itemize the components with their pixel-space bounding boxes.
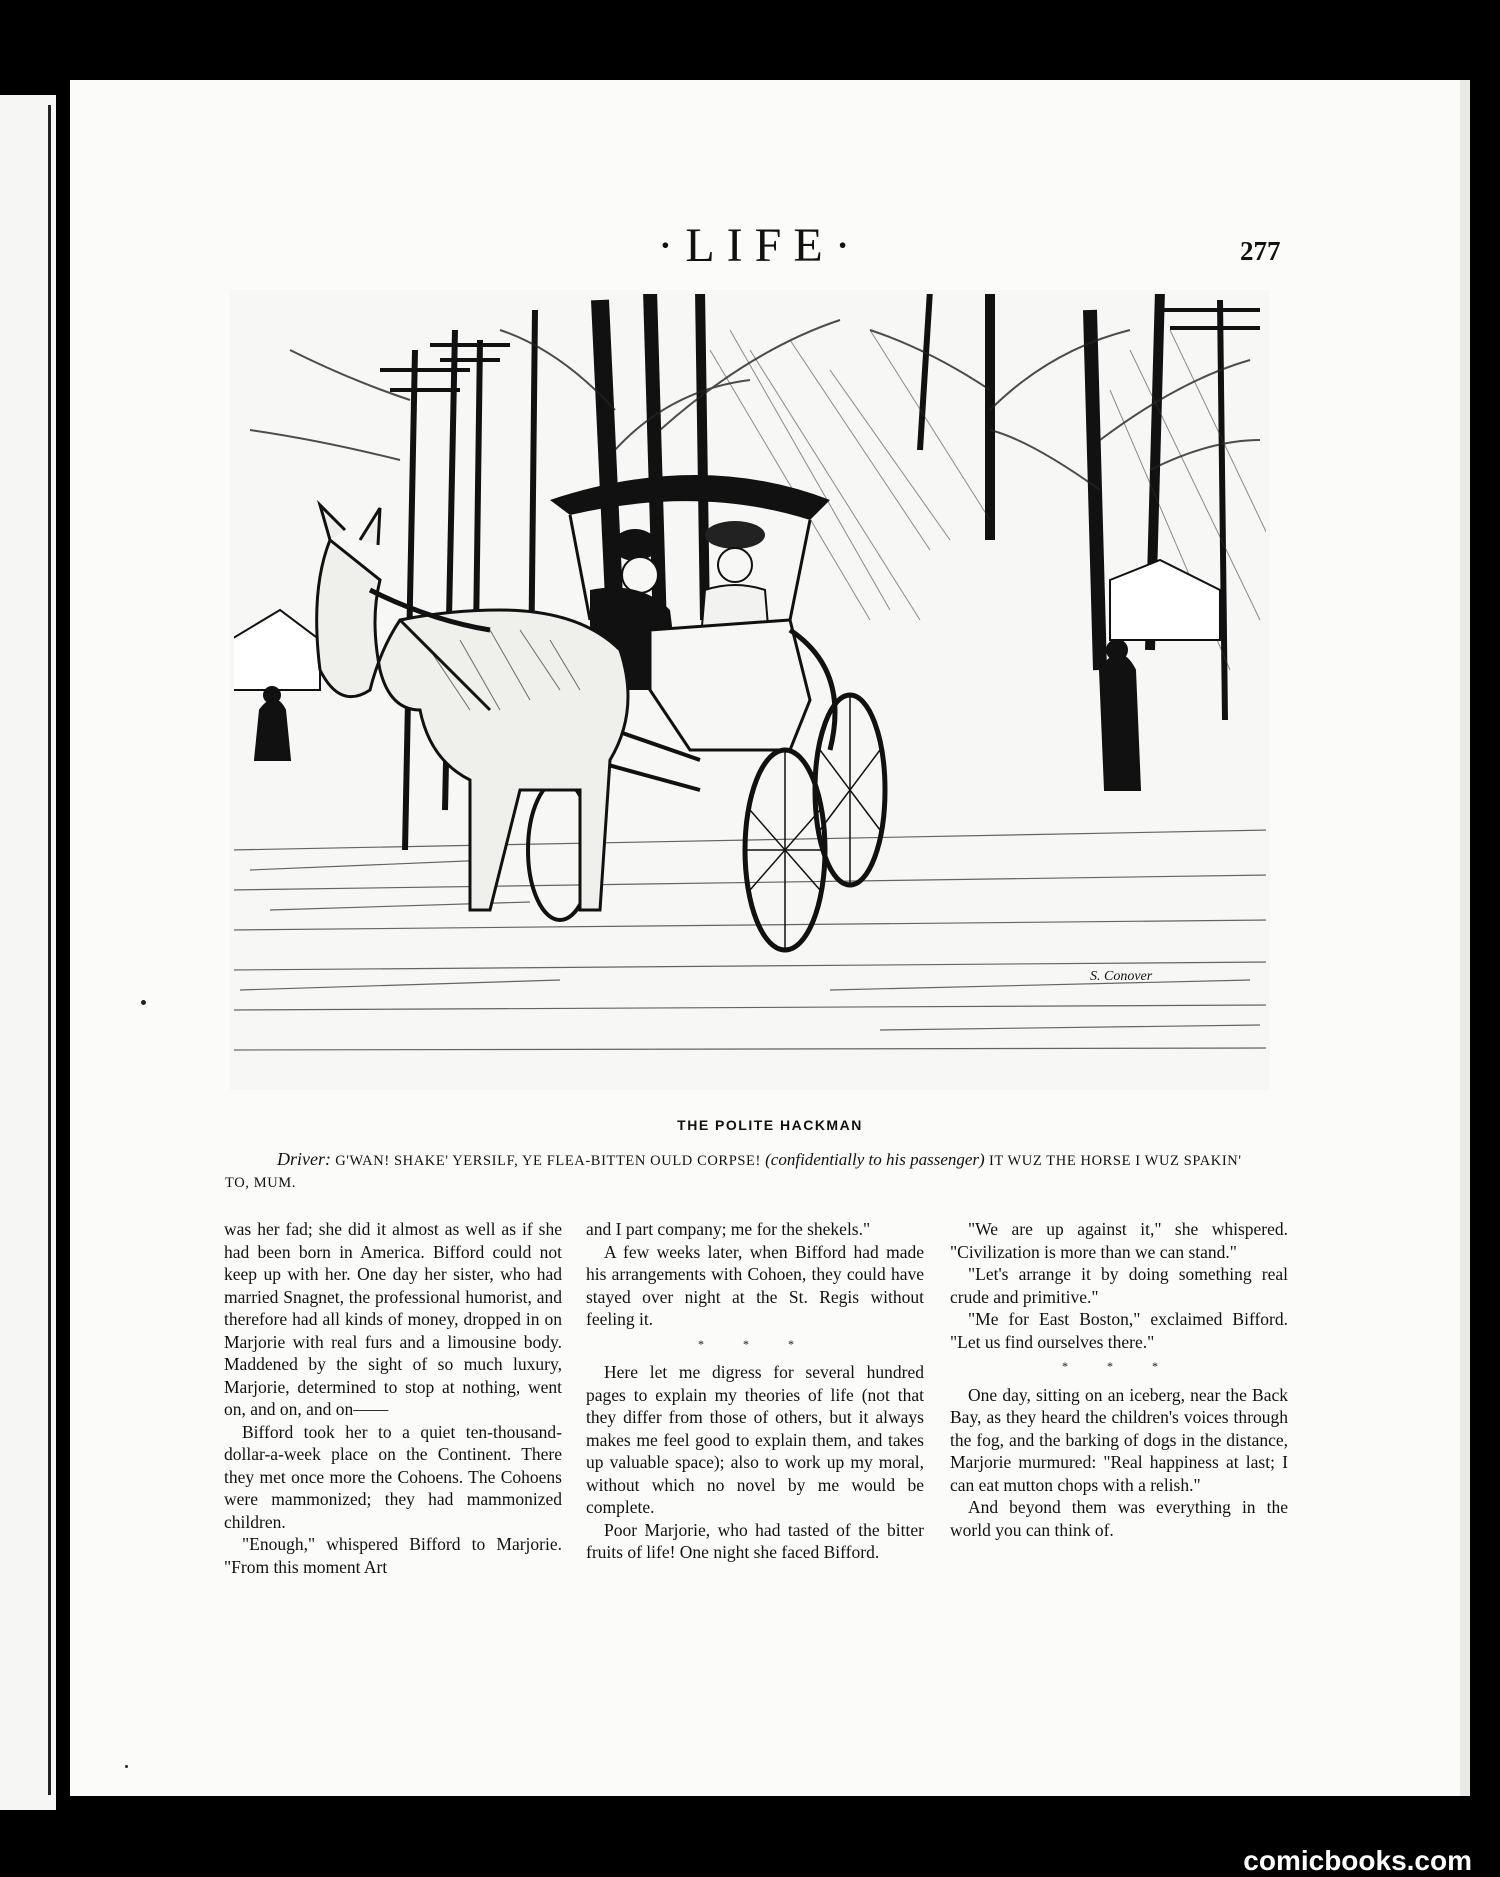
paragraph: Bifford took her to a quiet ten-thousand-dollar-a-week place on the Continent. There they met once more the Cohoens. The Cohoens were mammonized; they had mammonized children. [224,1421,562,1532]
watermark: comicbooks.com [1243,1845,1472,1876]
paragraph: "Enough," whispered Bifford to Marjorie. "From this moment Art [224,1534,562,1577]
illustration-hackman [230,290,1270,1090]
gutter-line [48,105,51,1795]
paragraph: was her fad; she did it almost as well as if she had been born in America. Bifford could not keep up with her. One day her sister, who had married Snagnet, the professional humorist, and therefore had all kinds of money, dropped in on Marjorie with real furs and a limousine body. Maddened by the sight of so much luxury, Marjorie, determined to stop at nothing, went on, and on, and on—— [224,1219,562,1419]
paragraph: and I part company; me for the shekels." [586,1219,871,1239]
scan-speck [125,1765,128,1768]
magazine-title: ·LIFE· [657,219,863,272]
paragraph: One day, sitting on an iceberg, near the Back Bay, as they heard the children's voices through the fog, and the barking of dogs in the distance, Marjorie murmured: "Real happiness at last; I can eat mutton chops with a relish." [950,1384,1288,1495]
paragraph: "Let's arrange it by doing something real crude and primitive." [950,1264,1288,1307]
caption-speaker: Driver: [277,1149,331,1169]
scan-speck [141,1000,146,1005]
text-column-2 [586,1218,924,1564]
page-number: 277 [1240,236,1281,266]
paragraph: "We are up against it," she whispered. "Civilization is more than we can stand." [950,1219,1288,1262]
caption-body [225,1148,1250,1194]
caption-line-2: IT WUZ THE HORSE I WUZ SPAKIN' TO, MUM. [225,1153,1242,1191]
caption-stage-direction: (confidentially to his passenger) [765,1150,985,1169]
paragraph: A few weeks later, when Bifford had made his arrangements with Cohoen, they could have stayed over night at the St. Regis without feeling it. [586,1241,924,1329]
facing-page-edge [0,95,56,1810]
text-column-1 [224,1218,562,1578]
paragraph: "Me for East Boston," exclaimed Bifford. "Let us find ourselves there." [950,1309,1288,1352]
caption-line-1: G'WAN! SHAKE' YERSILF, YE FLEA-BITTEN OULD CORPSE! [335,1153,761,1169]
caption-title: THE POLITE HACKMAN [677,1117,863,1133]
paragraph: Here let me digress for several hundred pages to explain my theories of life (not that they differ from those of others, but it always makes me feel good to explain them, and takes up valuable space); also to work up my moral, without which no novel by me would be complete. [586,1362,924,1517]
text-column-3 [950,1218,1288,1541]
section-break: * * * [698,1336,812,1351]
artist-signature: S. Conover [1090,969,1153,984]
section-break: * * * [1062,1359,1176,1373]
paragraph: Poor Marjorie, who had tasted of the bitter fruits of life! One night she faced Bifford. [586,1519,924,1562]
paragraph: And beyond them was everything in the world you can think of. [950,1497,1288,1540]
page-edge [1460,80,1470,1796]
